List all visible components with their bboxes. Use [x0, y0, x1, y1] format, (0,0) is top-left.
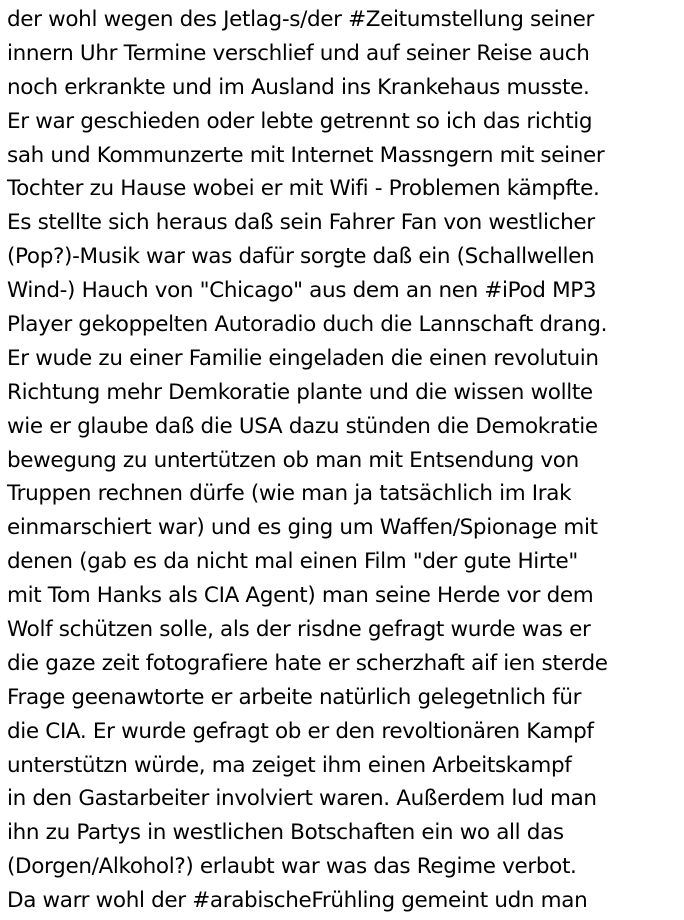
text-line: in den Gastarbeiter involviert waren. Außerdem lud man [7, 786, 597, 812]
text-line: Da warr wohl der #arabischeFrühling gemeint udn man [7, 888, 588, 914]
text-line: Frage geenawtorte er arbeite natürlich gelegetnlich für [7, 684, 582, 710]
text-line: einmarschiert war) und es ging um Waffen/Spionage mit [7, 515, 598, 541]
text-line: (Pop?)-Musik war was dafür sorgte daß ein (Schallwellen [7, 244, 595, 270]
text-line: sah und Kommunzerte mit Internet Massngern mit seiner [7, 142, 605, 168]
text-line: Player gekoppelten Autoradio duch die Lannschaft drang. [7, 312, 608, 338]
text-line: bewegung zu untertützen ob man mit Entsendung von [7, 447, 579, 473]
text-line: (Dorgen/Alkohol?) erlaubt war was das Regime verbot. [7, 854, 577, 880]
text-line: innern Uhr Termine verschlief und auf seiner Reise auch [7, 40, 590, 66]
text-line: wie er glaube daß die USA dazu stünden die Demokratie [7, 413, 598, 439]
text-line: Richtung mehr Demkoratie plante und die wissen wollte [7, 379, 593, 405]
text-line: die gaze zeit fotografiere hate er scherzhaft aif ien sterde [7, 650, 608, 676]
text-line: Er wude zu einer Familie eingeladen die einen revolutuin [7, 345, 599, 371]
text-line: unterstützn würde, ma zeiget ihm einen Arbeitskampf [7, 752, 572, 778]
text-line: Es stellte sich heraus daß sein Fahrer Fan von westlicher [7, 210, 595, 236]
text-line: Tochter zu Hause wobei er mit Wifi - Problemen kämpfte. [7, 176, 600, 202]
text-line: mit Tom Hanks als CIA Agent) man seine Herde vor dem [7, 583, 594, 609]
text-line: ihn zu Partys in westlichen Botschaften ein wo all das [7, 820, 564, 846]
text-line: die CIA. Er wurde gefragt ob er den revoltionären Kampf [7, 718, 594, 744]
text-line: der wohl wegen des Jetlag-s/der #Zeitumstellung seiner [7, 7, 595, 32]
text-line: noch erkrankte und im Ausland ins Krankehaus musste. [7, 74, 590, 100]
text-line: Er war geschieden oder lebte getrennt so ich das richtig [7, 108, 593, 134]
text-line: Truppen rechnen dürfe (wie man ja tatsächlich im Irak [7, 481, 572, 507]
text-line: Wolf schützen solle, als der risdne gefragt wurde was er [7, 617, 591, 643]
text-block [7, 3, 684, 918]
text-line: Wind-) Hauch von "Chicago" aus dem an nen #iPod MP3 [7, 278, 597, 304]
text-line: denen (gab es da nicht mal einen Film "der gute Hirte" [7, 549, 578, 575]
